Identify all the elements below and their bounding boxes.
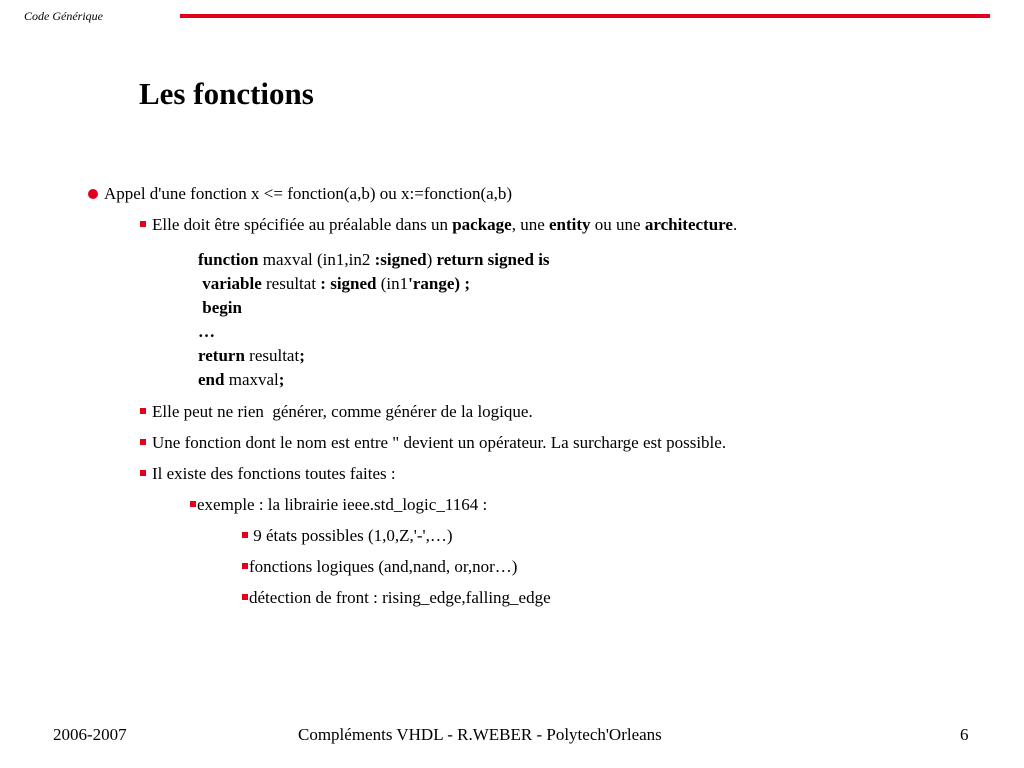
bullet-text: , une [511, 215, 549, 234]
bullet-text: Elle peut ne rien générer, comme générer de la logique. [152, 402, 533, 421]
bullet-level4-logic [242, 557, 517, 577]
code-text: maxval (in1,in2 [258, 250, 375, 269]
keyword-package: package [452, 215, 512, 234]
bullet-text: 9 états possibles (1,0,Z,'-',…) [249, 526, 453, 545]
code-line [198, 272, 550, 296]
bullet-text: Une fonction dont le nom est entre " devient un opérateur. La surcharge est possible. [152, 433, 727, 452]
bullet-level2-declaration [140, 215, 737, 235]
code-line [198, 344, 550, 368]
bullet-text: Elle doit être spécifiée au préalable dans un [152, 215, 453, 234]
bullet-text: ou une [590, 215, 645, 234]
code-example [198, 248, 550, 392]
bullet-level2-operator [140, 433, 726, 453]
square-bullet-icon [140, 439, 146, 445]
header-label: Code Générique [24, 9, 103, 23]
code-keyword: end [198, 370, 225, 389]
keyword-entity: entity [549, 215, 591, 234]
slide-title: Les fonctions [139, 76, 314, 111]
footer-date: 2006-2007 [53, 725, 127, 744]
square-bullet-icon [242, 563, 248, 569]
code-text: ) [426, 250, 437, 269]
footer-course: Compléments VHDL - R.WEBER - Polytech'Orleans [298, 725, 662, 744]
bullet-level2-builtin [140, 464, 396, 484]
square-bullet-icon [140, 408, 146, 414]
keyword-architecture: architecture [644, 215, 733, 234]
bullet-text: détection de front : rising_edge,falling_edge [249, 588, 551, 607]
round-bullet-icon [88, 189, 98, 199]
code-ellipsis: … [198, 322, 215, 341]
code-keyword: 'range) ; [408, 274, 470, 293]
bullet-level2-generation [140, 402, 533, 422]
bullet-level4-edge [242, 588, 551, 608]
header-rule [180, 14, 990, 18]
code-keyword: : signed [320, 274, 377, 293]
code-keyword: :signed [374, 250, 427, 269]
code-line [198, 296, 550, 320]
code-keyword: variable [198, 274, 262, 293]
code-text: resultat [261, 274, 321, 293]
code-text: maxval [224, 370, 279, 389]
bullet-text: exemple : la librairie ieee.std_logic_1164 : [197, 495, 488, 514]
bullet-text: . [732, 215, 738, 234]
bullet-text: Il existe des fonctions toutes faites : [152, 464, 396, 483]
code-keyword: ; [299, 346, 305, 365]
code-keyword: return signed is [436, 250, 550, 269]
code-text: (in1 [376, 274, 409, 293]
code-keyword: begin [198, 298, 242, 317]
square-bullet-icon [140, 221, 146, 227]
code-text: resultat [244, 346, 300, 365]
code-line [198, 248, 550, 272]
code-keyword: return [198, 346, 245, 365]
square-bullet-icon [190, 501, 196, 507]
square-bullet-icon [242, 594, 248, 600]
bullet-text: fonctions logiques (and,nand, or,nor…) [249, 557, 518, 576]
page-number: 6 [960, 725, 969, 744]
bullet-text: Appel d'une fonction x <= fonction(a,b) ou x:=fonction(a,b) [104, 184, 513, 203]
code-line [198, 320, 550, 344]
square-bullet-icon [140, 470, 146, 476]
bullet-level4-states [242, 526, 453, 546]
bullet-level3-example [190, 495, 487, 515]
code-keyword: ; [278, 370, 285, 389]
code-line [198, 368, 550, 392]
square-bullet-icon [242, 532, 248, 538]
code-keyword: function [198, 250, 259, 269]
bullet-level1-call [88, 184, 512, 204]
